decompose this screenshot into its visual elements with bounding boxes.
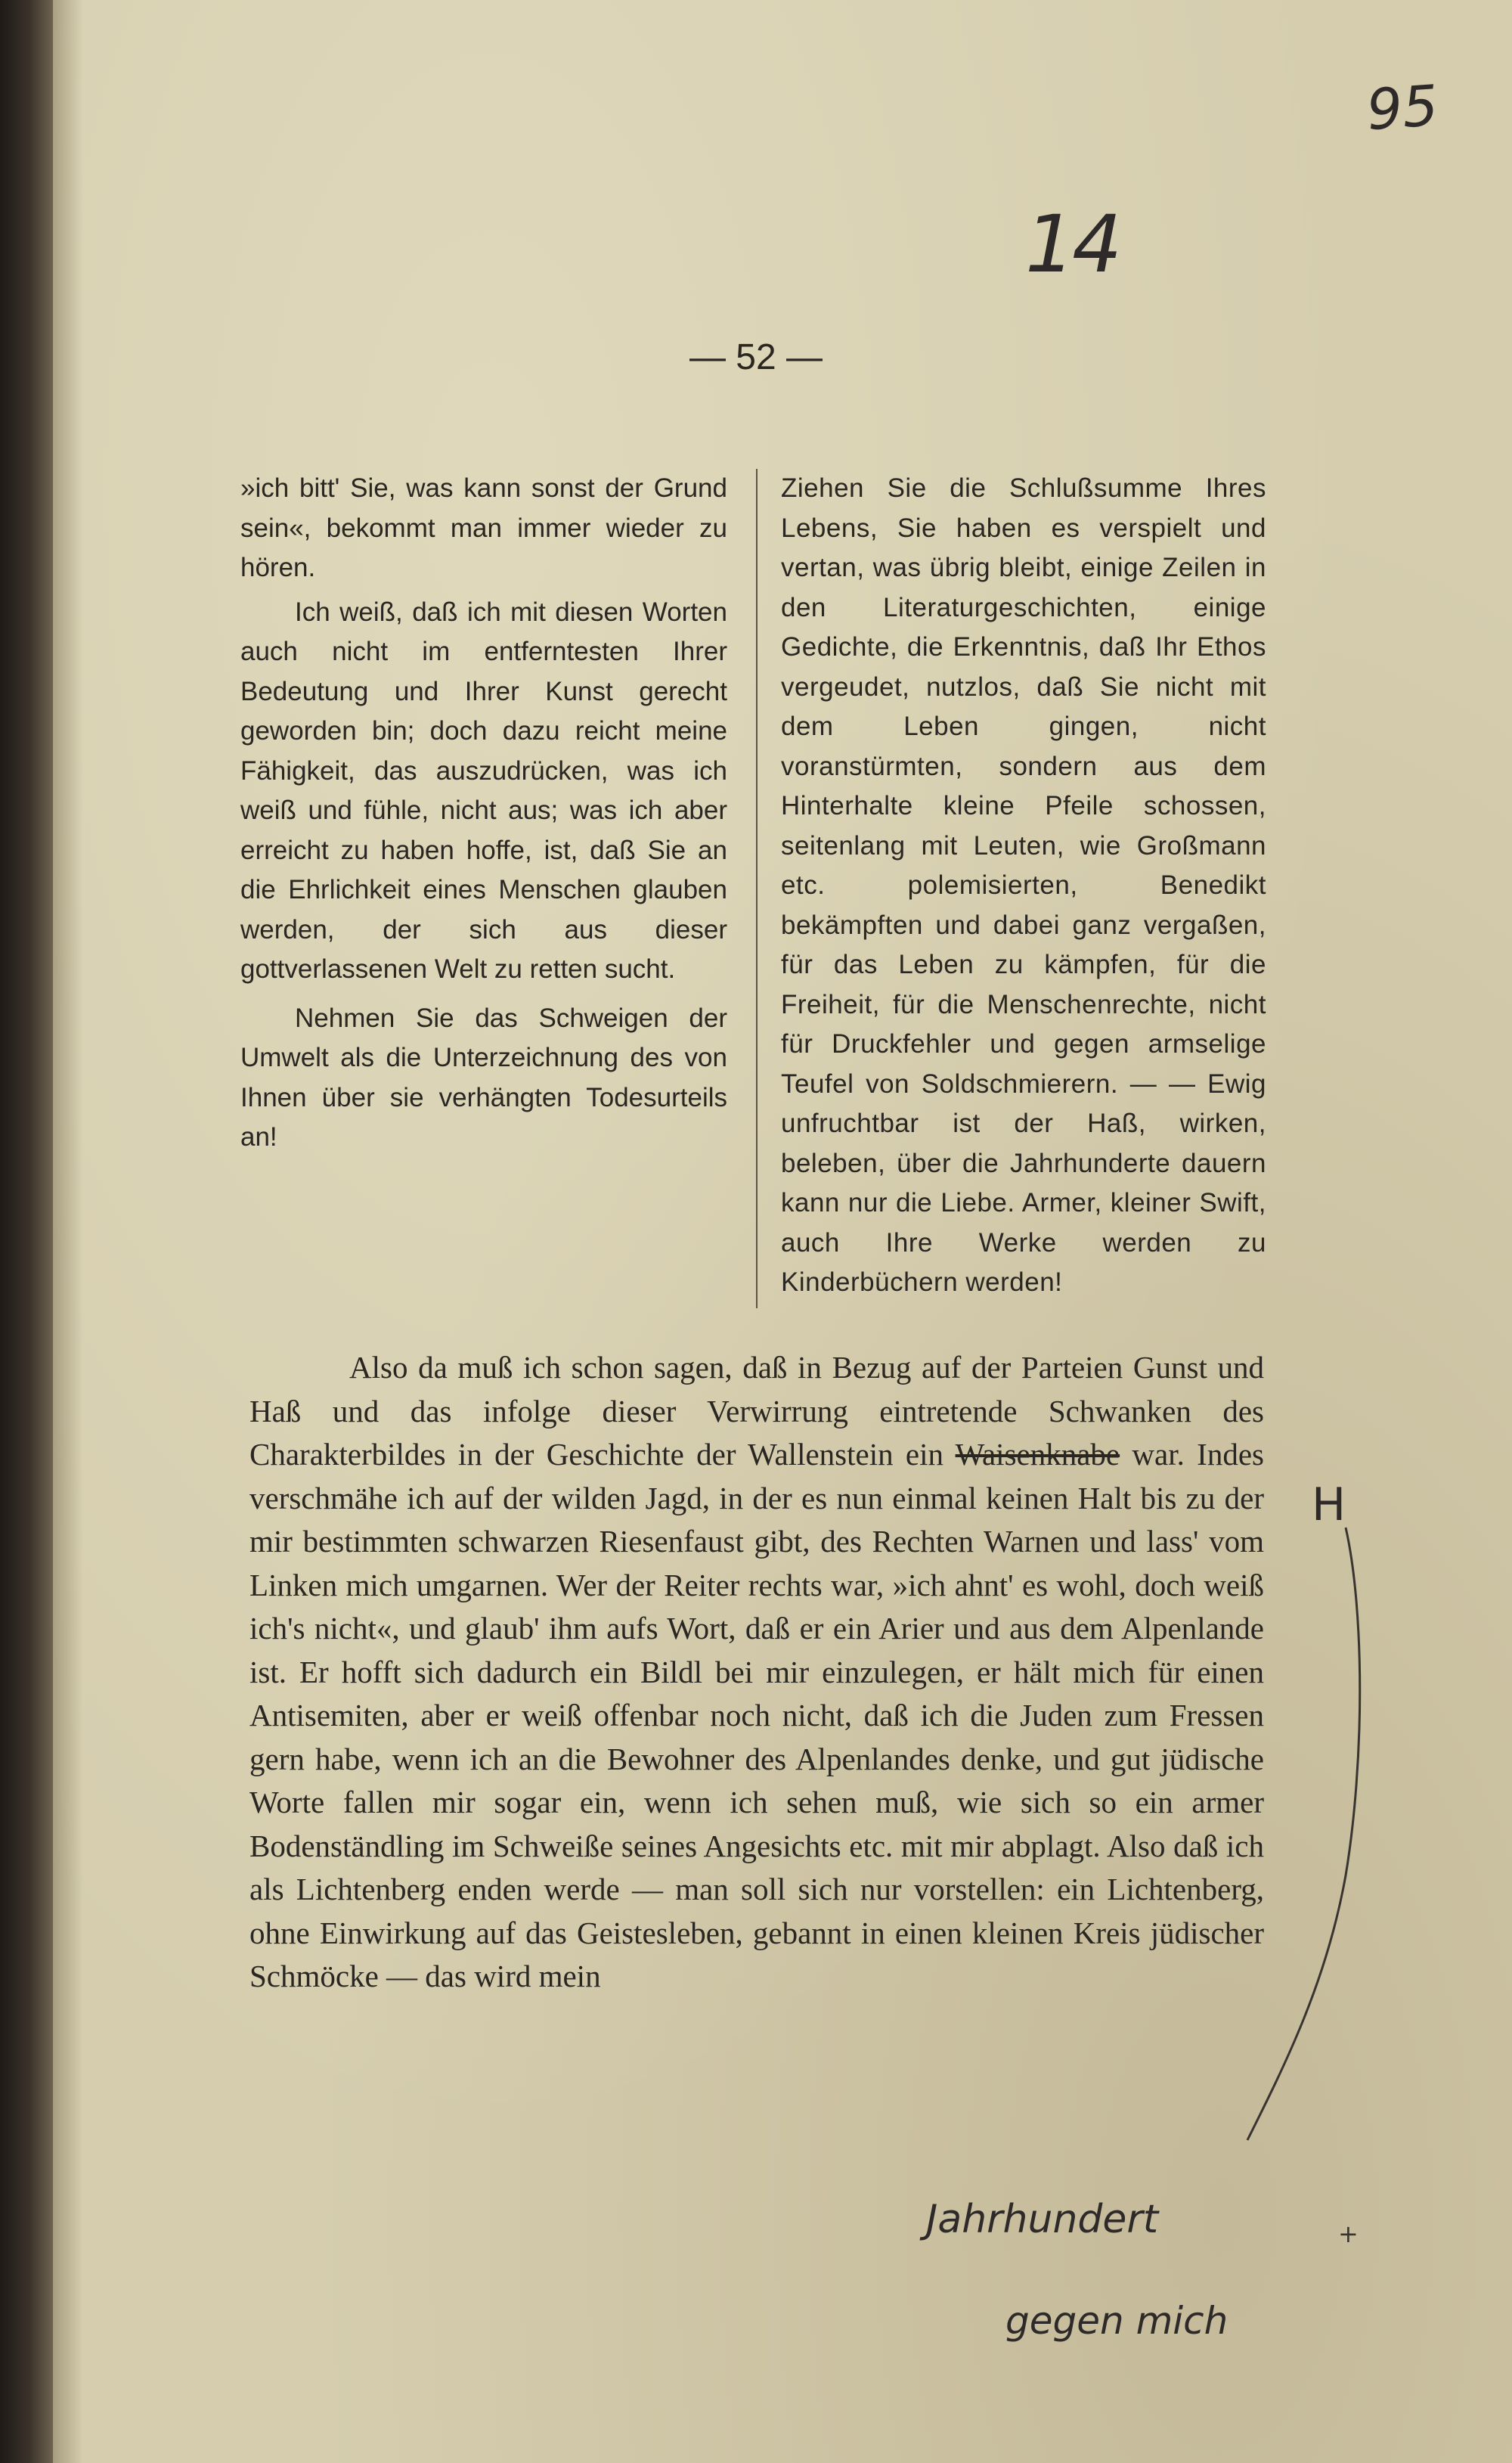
handwritten-folio-number: 95 [1365,73,1441,144]
left-column-paragraph: Ich weiß, daß ich mit diesen Worten auch nicht im entferntesten Ihrer Bedeutung und Ihrer Kunst gerecht geworden bin; doch dazu reicht meine Fähigkeit, das auszudrücken, was ich weiß und fühle, nicht aus; was ich aber erreicht zu haben hoffe, ist, daß Sie an die Ehrlichkeit eines Menschen glauben werden, der sich aus dieser gottverlassenen Welt zu retten sucht. [240,597,727,984]
main-text-part-1: Also da muß ich schon sagen, daß in Bezug auf der Parteien Gunst und Haß und das infolge dieser Verwirrung eintretende Schwanken des Charakterbildes in der Geschichte der Wallenstein ein [249,1350,1264,1472]
book-binding [0,0,53,2463]
main-paragraph [249,1346,1264,1999]
main-text-part-2: war. Indes verschmähe ich auf der wilden Jagd, in der es nun einmal keinen Halt bis zu der mir bestimmten schwarzen Riesenfaust gibt, des Rechten Warnen und lass' vom Linken mich umgarnen. Wer der Reiter rechts war, »ich ahnt' es wohl, doch weiß ich's nicht«, und glaub' ihm aufs Wort, daß er ein Arier und aus dem Alpenlande ist. Er hofft sich dadurch ein Bildl bei mir einzulegen, er hält mich für einen Antisemiten, aber er weiß offenbar noch nicht, daß ich die Juden zum Fressen gern habe, wenn ich an die Bewohner des Alpenlandes denke, und gut jüdische Worte fallen mir sogar ein, wenn ich sehen muß, wie sich so ein armer Bodenständling im Schweiße seines Angesichts etc. mit mir abplagt. Also daß ich als Lichtenberg enden werde — man soll sich nur vorstellen: ein Lichtenberg, ohne Einwirkung auf das Geistesleben, gebannt in einen kleinen Kreis jüdischer Schmöcke — das wird mein [249,1437,1264,1993]
struck-word: Waisenknabe [955,1437,1120,1472]
main-text [249,1346,1264,1999]
handwritten-sheet-number: 14 [1025,198,1120,290]
column-divider [756,469,758,1308]
right-column [781,469,1266,1303]
left-column [240,469,727,1158]
page-number: — 52 — [689,337,823,377]
right-column-paragraph: Ziehen Sie die Schlußsumme Ihres Lebens, Sie haben es verspielt und vertan, was übrig bleibt, einige Zeilen in den Literaturgeschichten, einige Gedichte, die Erkenntnis, daß Ihr Ethos vergeudet, nutzlos, daß Sie nicht mit dem Leben gingen, nicht voranstürmten, sondern aus dem Hinterhalte kleine Pfeile schossen, seitenlang mit Leuten, wie Großmann etc. polemisierten, Benedikt bekämpften und dabei ganz vergaßen, für das Leben zu kämpfen, für die Freiheit, für die Menschenrechte, nicht für Druckfehler und gegen armselige Teufel von Soldschmierern. — — Ewig unfruchtbar ist der Haß, wirken, beleben, über die Jahrhunderte dauern kann nur die Liebe. Armer, kleiner Swift, auch Ihre Werke werden zu Kinderbüchern werden! [781,473,1266,1297]
handwritten-note-below: gegen mich [1005,2299,1228,2343]
handwritten-margin-mark: H [1312,1478,1346,1531]
gutter-shadow [53,0,83,2463]
left-column-paragraph: »ich bitt' Sie, was kann sonst der Grund sein«, bekommt man immer wieder zu hören. [240,473,727,582]
left-column-paragraph: Nehmen Sie das Schweigen der Umwelt als die Unterzeichnung des von Ihnen über sie verhängten Todesurteils an! [240,1003,727,1152]
handwritten-signature: Jahrhundert [926,2197,1159,2242]
pencil-mark: + [1338,2219,1359,2248]
annotation-bracket-line [1232,1520,1368,2201]
